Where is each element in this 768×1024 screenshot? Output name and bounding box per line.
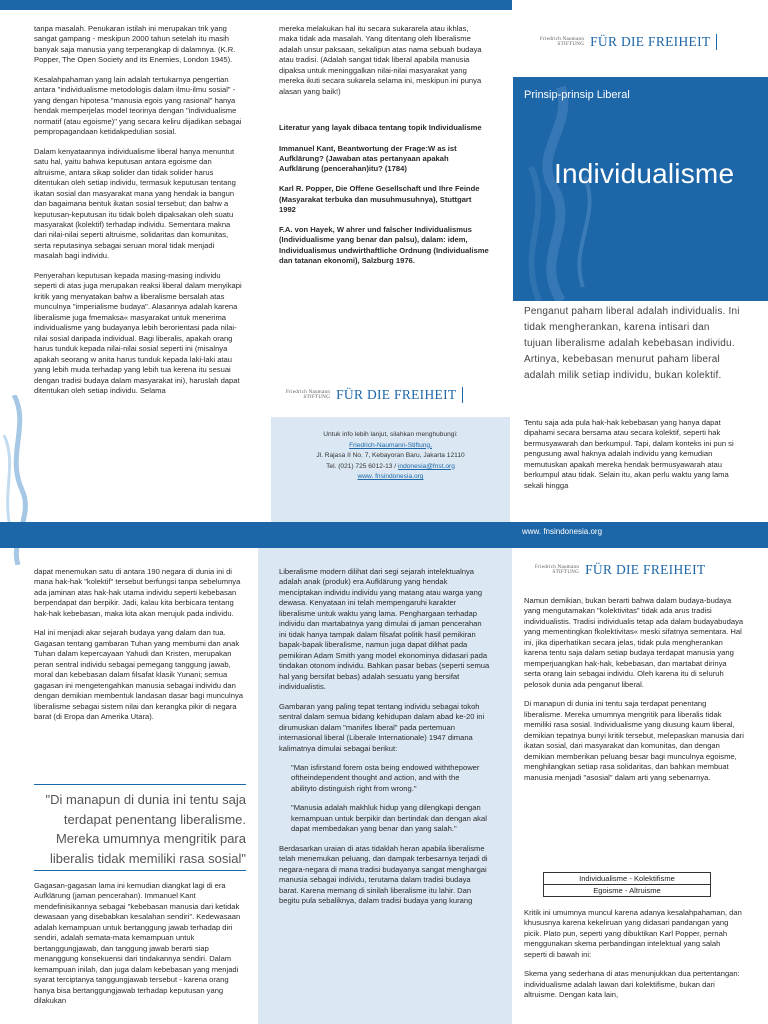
cover-body: Tentu saja ada pula hak-hak kebebasan yang hanya dapat dipahami secara bersama atau secara kolektif, seperti hak bermusyawarah dan berkumpul. Tapi, dalam konteks ini pun si pengusung awal haknya adalah individu yang kemudian memutuskan apakah mereka hendak bermusyawarah atau berkumpul atau tidak. Selain itu, akan perlu waktu yang lama sekali hingga	[524, 418, 734, 490]
quote-rule-bottom	[34, 870, 246, 871]
email-link[interactable]: indonesia@fnst.org	[397, 462, 455, 470]
quote-translation: "Manusia adalah makhluk hidup yang dilengkapi dengan kemampuan untuk berpikir dan bertindak dan dengan akal dapat membedakan yang benar dan yang salah."	[291, 803, 487, 834]
paragraph: Di manapun di dunia ini tentu saja terdapat penentang liberalisme. Mereka umumnya mengritik para liberalis tidak memiliki rasa sosial. Individualisme yang diusung kaum liberal, demikian tepatnya bunyi kritik tersebut, melepaskan manusia dari ikatan sosial, dari masyarakat dan komunitas, dan dengan demikian memberikan peluang besar bagi munculnya egoisme, menghilangkan setiap rasa solidaritas, dan bahkan membuat manusia menjadi "asosial" dalam arti yang sebenarnya.	[524, 699, 744, 782]
paragraph: Hal ini menjadi akar sejarah budaya yang dalam dan tua. Gagasan tentang gambaran Tuhan yang membumi dan anak Tuhan dalam kepercayaan Yahudi dan Kristen, merupakan peran sentral individu sebagai pemegang tanggung jawab, moral dan kebebasan dalam filsafat klasik Yunani; semua gagasan ini mengetengahkan manusia sebagai individu dan dengan demikian membentuk landasan dasar bagi munculnya liberalisme sebagai sistem nilai dan kerangka pikir di negara barat (di Eropa dan Amerika Utara).	[34, 628, 243, 722]
logo-middle	[286, 387, 463, 403]
literature-item: Immanuel Kant, Beantwortung der Frage:W as ist Aufklärung? (Jawaban atas pertanyaan apakah Aufklärung (pencerahan)itu? (1784)	[279, 143, 457, 174]
pull-quote: "Di manapun di dunia ini tentu saja terdapat penentang liberalisme. Mereka umumnya mengritik para liberalis tidak memiliki rasa sosial"	[45, 792, 246, 866]
logo-small-text: Friedrich Naumann STIFTUNG	[540, 36, 585, 47]
contact-box	[271, 417, 510, 522]
contact-line: Untuk info lebih lanjut, silahkan menghubungi:	[323, 431, 458, 438]
top-left-strip	[0, 0, 512, 10]
paragraph: Namun demikian, bukan berarti bahwa dalam budaya-budaya yang mengutamakan "kolektivitas" tidak ada arus tradisi individualistis. Tradisi individualis tetap ada dalam budayabudaya yang mementingkan fkolektivitas« meski sifatnya sementara. Hal ini, jika diperhatikan secara jelas, tidak pula mengherankan karena tentu saja dalam setiap budaya terdapat manusia yang memperjuangkan hak-hak, kebebasan, dan martabat dirinya serta orang lain sebagai individu. Oleh karena itu di seluruh pelosok dunia ada penganut liberal.	[524, 596, 744, 689]
contact-org-link[interactable]: Friedrich-Naumann-Stiftung,	[349, 441, 432, 449]
literature-heading: Literatur yang layak dibaca tentang topik Individualisme	[279, 123, 482, 133]
quote-english: "Man isfirstand forem osta being endowed withthepower oftheindependent thought and action, and with the abilityto distinguish right from wrong."	[291, 762, 480, 793]
logo-small-text: Friedrich Naumann STIFTUNG	[286, 389, 331, 400]
paragraph: Berdasarkan uraian di atas tidaklah heran apabila liberalisme telah menemukan peluang, dan dampak terbesarnya terjadi di negara-negara di mana tradisi budayanya sangat menghargai manusia sebagai individu, terutama dalam tradisi budaya barat. Karena memang di sinilah liberalisme itu lahir. Dan begitu pula sebaliknya, dalam tradisi budaya yang kurang	[279, 843, 488, 906]
paragraph: Gambaran yang paling tepat tentang individu sebagai tokoh sentral dalam semua bidang kehidupan dalam abad ke-20 ini dirumuskan dalam "manifes liberal" pada pertemuan internasional liberal (Liberale Internationale) 1947 dimana kalimatnya dimulai sebagai berikut:	[279, 701, 485, 753]
paragraph: Penyerahan keputusan kepada masing-masing individu seperti di atas juga merupakan reaksi liberal dalam menyikapi kritik yang menyatakan bahw a liberalisme bersalah atas munculnya "imperialisme budaya". Alasannya adalah karena liberalisme juga fmemaksa« masyarakat untuk menerima individualisme yang budayanya lebih berorientasi pada nilai-nilai sosial daripada individual. Bagi liberalis, apakah orang harus tunduk kepada nilai-nilai sosial seperti ini (misalnya apakah seorang w anita harus tunduk kepada laki-laki atau yang lebih muda terhadap yang lebih tua kerena itu sesuai dengan tradisi budaya dalam masyarakat ini), haruslah dapat ditentukan oleh setiap individu. Selama	[34, 270, 242, 395]
footer-url[interactable]: www. fnsindonesia.org	[522, 527, 603, 536]
paragraph: Kesalahpahaman yang lain adalah tertukarnya pengertian antara "individualisme metodologis dalam ilmu-ilmu sosial" -yang dengan hipotesa "manusia egois yang rasional" hanya hendak memperjelas model teorinya dengan "individualisme normatif (atau egoisme)" yang secara keliru dijadikan sebagai pempropagandaan ketidakpedulian sosial.	[34, 74, 242, 137]
cover-intro: Penganut paham liberal adalah individualis. Ini tidak mengherankan, karena intisari dan tujuan liberalisme adalah kebebasan individu. Artinya, kebebasan menurut paham liberal adalah milik setiap individu, bukan kolektif.	[524, 306, 740, 381]
literature-list	[279, 123, 489, 266]
quote-rule-top	[34, 784, 246, 785]
paragraph: tanpa masalah. Penukaran istilah ini merupakan trik yang sangat gampang - meskipun 2000 tahun setelah itu masih banyak saja manusia yang terperangkap di dalamnya. (K.R. Popper, The Open Society and its Enemies, London 1945).	[34, 24, 236, 65]
bottom-left-column-lower	[34, 881, 246, 1016]
contact-address: Jl. Rajasa II No. 7, Kebayoran Baru, Jakarta 12110	[316, 452, 465, 460]
logo-bottom	[535, 562, 705, 578]
top-middle-column	[279, 24, 489, 276]
literature-item: F.A. von Hayek, W ahrer und falscher Individualismus (Individualisme yang benar dan palsu), dalam: idem, Individualismus undwirthaftliche Ordnung (Individualisme dan tatanan ekonomi), Salzburg 1976.	[279, 225, 489, 265]
literature-item: Karl R. Popper, Die Offene Gesellschaft und Ihre Feinde (Masyarakat terbuka dan musuhmusuhnya), Stuttgart 1992	[279, 184, 480, 214]
bottom-middle-column	[279, 567, 491, 916]
logo-small-text: Friedrich Naumann STIFTUNG	[535, 564, 580, 575]
logo-text: FÜR DIE FREIHEIT	[585, 562, 706, 577]
paragraph: dapat menemukan satu di antara 190 negara di dunia ini di mana hak-hak "kolektif" tersebut berfungsi tanpa sebelumnya ada jaminan atas hak-hak utama individu seperti kebebasan berpendapat dan berpikir. Jadi, kalau kita berbicara tentang hak-hak kebebasan, maka kita akan merujuk pada individu.	[34, 567, 241, 618]
paragraph: Dalam kenyataannya individualisme liberal hanya menuntut satu hal, yaitu bahwa keputusan antara egoisme dan altruisme, antara sikap solider dan tidak solider harus ditentukan oleh setiap individu, termasuk keputusan tentang ikatan sosial dan masyarakat mana yang hendak ia bangun dan bagaimana bentuk ikatan sosial tersebut; dan bahw a keputusan-keputusan itu tidak boleh dipaksakan oleh suatu masyarakat (kolektif) terhadap individu. Sementara makna dari nilai-nilai seperti altruisme, solidaritas dan komunitas, serta reputasinya sebagai seruan moral tidak menjadi masalah bagi individu.	[34, 146, 236, 261]
logo-bar	[462, 387, 463, 403]
top-left-column	[34, 24, 244, 405]
cover-title: Individualisme	[554, 158, 735, 189]
bottom-left-column	[34, 567, 246, 732]
paragraph: Kritik ini umumnya muncul karena adanya kesalahpahaman, dan khususnya karena kekeliruan yang didasari pandangan yang picik. Plato pun, seperti yang dibuktikan Karl Popper, pernah menggunakan skema perbandingan intelektual yang salah seperti di bawah ini:	[524, 908, 742, 959]
bottom-right-column	[524, 596, 744, 792]
logo-cover	[540, 34, 717, 50]
cover-subtitle: Prinsip-prinsip Liberal	[524, 89, 630, 101]
logo-text: FÜR DIE FREIHEIT	[336, 387, 457, 402]
table-row: Individualisme - Kolektifisme	[579, 874, 675, 883]
contact-phone: Tel. (021) 725 6012-13 / indonesia@fnst.org	[326, 462, 455, 470]
paragraph: Skema yang sederhana di atas menunjukkan dua pertentangan: individualisme adalah lawan dari kolektifisme, bukan dari altruisme. Dengan kata lain,	[524, 969, 740, 1000]
website-link[interactable]: www. fnsindonesia.org	[357, 473, 424, 481]
bottom-right-column-lower	[524, 908, 744, 1010]
table-row: Egoisme - Altruisme	[544, 884, 710, 896]
contact-info	[271, 430, 510, 483]
paragraph: Liberalisme modern dilihat dari segi sejarah intelektualnya adalah anak (produk) era Aufklärung yang hendak menciptakan individu individu yang matang atau warga yang dewasa. Kenyataan ini telah mempengaruhi karakter liberalisme untuk waktu yang lama. Penghargaan terhadap individu dan martabatnya yang dimulai di jaman pencerahan ini tidak hanya tampak dalam filsafat politik hasil pemikiran bapak-bapak liberalisme, namun juga dapat dilihat pada pemikiran Adam Smith yang model ekonominya didasari pada tindakan otonom individu. Bahkan pasar bebas (seperti semua hal yang bersifat bebas) adalah sesuatu yang bersifat individualistis.	[279, 567, 490, 692]
logo-text: FÜR DIE FREIHEIT	[590, 34, 711, 49]
comparison-table	[543, 872, 711, 897]
paragraph: mereka melakukan hal itu secara sukararela atau ikhlas, maka tidak ada masalah. Yang ditentang oleh liberalisme adalah unsur paksaan, sekalipun atas nama sebuah budaya atau tradisi. (Adalah sangat tidak liberal apabila manusia dipaksa untuk meninggalkan nilai-nilai masyarakat yang mereka ikuti secara sukarela selama ini, meskipun ini punya alasan yang baik!)	[279, 24, 482, 96]
logo-bar	[716, 34, 717, 50]
cover-title-panel	[513, 77, 768, 301]
paragraph: Gagasan-gagasan lama ini kemudian diangkat lagi di era Aufklärung (jaman pencerahan). Immanuel Kant mendefinisikannya sebagai "kebebasan manusia dari ketidak dewasaan yang disebabkan kesalahan sendiri". Kedewasaan adalah kemampuan untuk bertanggung jawab terhadap diri sendiri, adalah semata-mata kemampuan untuk bertanggungjawab, dan tanggung jawab berarti siap menanggung konsekuensi dari tindakannya sendiri. Dalam kemampuan inilah, dan juga dalam kebebasan yang menjadi syarat terciptanya tanggungjawab tersebut - karena orang hanya bisa bertanggungjawab terhadap keputusan yang dilakukan	[34, 881, 241, 1006]
middle-band	[0, 522, 768, 548]
